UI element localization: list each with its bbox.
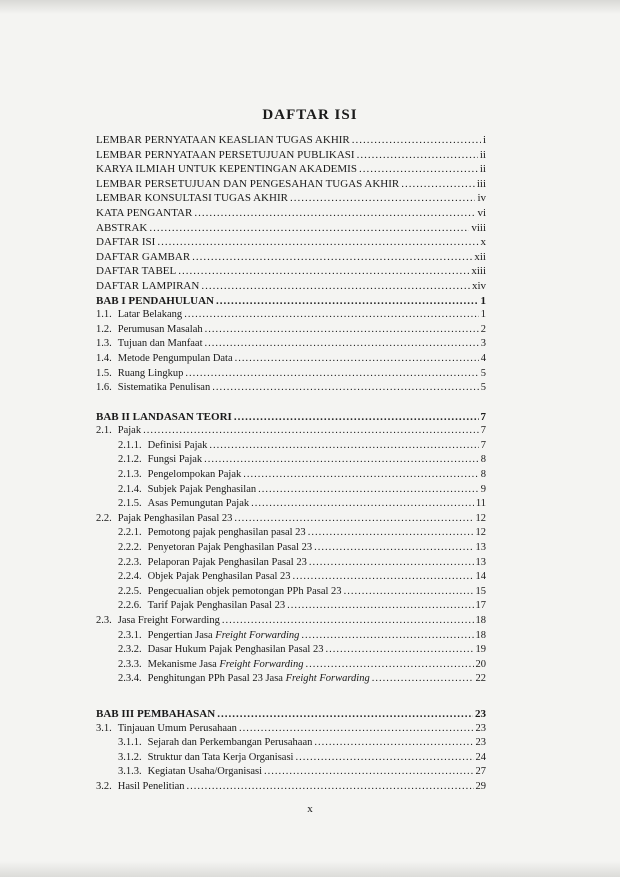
toc-page-number: 7 [480, 425, 486, 437]
toc-entry-text: Metode Pengumpulan Data [117, 352, 233, 364]
toc-page-number: 5 [480, 382, 486, 394]
table-of-contents [96, 133, 486, 795]
toc-entry-text: Pengertian Jasa [147, 629, 216, 641]
toc-entry-text: BAB II LANDASAN TEORI [96, 410, 232, 423]
toc-entry-label [96, 250, 190, 265]
dot-leader [205, 323, 479, 338]
toc-entry-label [96, 381, 210, 396]
toc-entry-text: DAFTAR TABEL [96, 265, 177, 278]
toc-chapter [96, 410, 486, 425]
dot-leader [372, 672, 474, 687]
toc-entry-number: 3.1. [96, 722, 112, 734]
toc-entry [96, 424, 486, 439]
toc-entry-number: 1.5. [96, 367, 112, 379]
dot-leader [308, 526, 474, 541]
toc-entry-text: Hasil Penelitian [117, 780, 185, 792]
dot-leader [258, 483, 479, 498]
toc-entry-label [96, 177, 399, 192]
toc-page-number: 18 [475, 629, 486, 641]
toc-entry [96, 570, 486, 585]
toc-page-number: 22 [475, 673, 486, 685]
toc-entry-text: BAB I PENDAHULUAN [96, 294, 214, 307]
toc-page-number: 17 [475, 600, 486, 612]
toc-entry-number: 1.6. [96, 382, 112, 394]
toc-page-number: i [482, 134, 486, 146]
toc-entry-label [118, 483, 256, 498]
toc-entry-label [118, 453, 202, 468]
toc-entry-number: 2.3.1. [118, 629, 142, 641]
toc-entry-label [118, 585, 342, 600]
toc-entry-text: Objek Pajak Penghasilan Pasal 23 [147, 571, 291, 583]
toc-entry-label [96, 410, 232, 425]
dot-leader [192, 250, 472, 265]
dot-leader [212, 381, 479, 396]
toc-entry [96, 133, 486, 148]
toc-entry [96, 308, 486, 323]
toc-entry-label [118, 658, 303, 673]
dot-leader [401, 177, 475, 192]
toc-entry-label [118, 541, 312, 556]
toc-entry-text: Jasa Freight Forwarding [117, 615, 220, 626]
toc-entry-number: 1.1. [96, 309, 112, 321]
toc-entry-number: 2.3.2. [118, 644, 142, 656]
toc-entry-label [96, 148, 355, 163]
toc-page-number: 13 [475, 556, 486, 568]
page-number: x [307, 803, 313, 815]
dot-leader [352, 133, 481, 148]
toc-entry [96, 468, 486, 483]
toc-entry-label [96, 162, 357, 177]
toc-entry-label [96, 308, 182, 323]
dot-leader [234, 512, 473, 527]
toc-entry [96, 672, 486, 687]
scan-edge-top [0, 0, 620, 14]
toc-entry-number: 2.2. [96, 512, 112, 524]
toc-entry-number: 1.2. [96, 323, 112, 335]
toc-entry-label [118, 468, 241, 483]
dot-leader [239, 722, 474, 737]
toc-entry [96, 381, 486, 396]
toc-entry-text: Pajak Penghasilan Pasal 23 [117, 512, 233, 524]
toc-entry [96, 279, 486, 294]
toc-entry-label [118, 629, 299, 644]
toc-entry-label [118, 672, 370, 687]
toc-entry-label [96, 614, 220, 629]
toc-entry-text: LEMBAR PERNYATAAN KEASLIAN TUGAS AKHIR [96, 134, 350, 146]
toc-entry [96, 541, 486, 556]
toc-page-number: 23 [475, 737, 486, 749]
toc-entry-label [96, 780, 185, 795]
toc-entry-text: Latar Belakang [117, 309, 183, 321]
toc-entry-label [96, 206, 192, 221]
toc-entry-text: Asas Pemungutan Pajak [147, 498, 250, 510]
toc-entry-text: Sistematika Penulisan [117, 382, 211, 394]
toc-entry [96, 191, 486, 206]
toc-entry-number: 2.2.3. [118, 556, 142, 568]
toc-entry-text: KATA PENGANTAR [96, 206, 193, 219]
toc-page-number: 13 [475, 542, 486, 554]
toc-page-number: 18 [475, 615, 486, 626]
toc-entry-number: 3.1.1. [118, 737, 142, 749]
toc-page-number: 23 [475, 722, 486, 734]
dot-leader [204, 453, 479, 468]
toc-page-number: 15 [475, 585, 486, 597]
dot-leader [184, 308, 479, 323]
toc-entry-number: 2.3.4. [118, 673, 142, 685]
toc-entry-number: 1.4. [96, 352, 112, 364]
toc-page-number: 4 [480, 352, 486, 364]
toc-entry-label [118, 765, 262, 780]
toc-entry [96, 512, 486, 527]
toc-entry-label [96, 279, 199, 294]
toc-entry-text: Definisi Pajak [147, 439, 208, 451]
toc-page-number: 12 [475, 512, 486, 524]
toc-entry [96, 780, 486, 795]
toc-entry-number: 2.2.4. [118, 571, 142, 583]
dot-leader [301, 629, 473, 644]
toc-entry [96, 751, 486, 766]
toc-entry-text: Struktur dan Tata Kerja Organisasi [147, 751, 294, 763]
toc-entry-label [96, 424, 141, 439]
toc-entry-label [118, 526, 306, 541]
toc-page-number: 3 [480, 338, 486, 350]
toc-page-number: 23 [475, 707, 486, 720]
dot-leader [216, 294, 479, 309]
toc-page-number: 27 [475, 766, 486, 778]
toc-page-number: 8 [480, 454, 486, 466]
dot-leader [209, 439, 478, 454]
toc-entry-text: LEMBAR PERNYATAAN PERSETUJUAN PUBLIKASI [96, 148, 355, 161]
dot-leader [305, 658, 473, 673]
toc-page-number: vi [477, 206, 486, 219]
dot-leader [293, 570, 474, 585]
toc-entry [96, 453, 486, 468]
toc-entry [96, 526, 486, 541]
toc-entry-label [118, 556, 307, 571]
toc-entry-text: Perumusan Masalah [117, 323, 203, 335]
toc-page-number: xii [474, 250, 486, 263]
toc-entry-number: 3.1.3. [118, 766, 142, 778]
dot-leader [309, 556, 474, 571]
toc-entry-number: 2.1.5. [118, 498, 142, 510]
toc-entry-text: Dasar Hukum Pajak Penghasilan Pasal 23 [147, 644, 324, 656]
dot-leader [264, 765, 473, 780]
toc-entry-label [96, 191, 288, 206]
toc-entry-italic-text: Freight Forwarding [285, 673, 370, 685]
toc-page-number: iii [476, 177, 486, 190]
toc-entry [96, 629, 486, 644]
toc-entry-label [118, 736, 312, 751]
toc-entry [96, 250, 486, 265]
toc-entry-number: 2.1.3. [118, 469, 142, 481]
toc-entry [96, 765, 486, 780]
toc-entry-number: 2.3. [96, 615, 112, 626]
toc-entry-label [96, 722, 237, 737]
toc-entry-number: 3.2. [96, 780, 112, 792]
toc-entry-text: ABSTRAK [96, 221, 148, 234]
toc-entry-text: Tarif Pajak Penghasilan Pasal 23 [147, 600, 286, 612]
toc-entry-text: KARYA ILMIAH UNTUK KEPENTINGAN AKADEMIS [96, 163, 357, 176]
toc-entry [96, 367, 486, 382]
page-title: DAFTAR ISI [262, 107, 358, 123]
toc-page-number: 24 [475, 751, 486, 763]
toc-entry-text: Subjek Pajak Penghasilan [147, 483, 257, 495]
toc-page-number: 20 [475, 658, 486, 670]
toc-page-number: 11 [475, 498, 486, 510]
toc-entry-text: Kegiatan Usaha/Organisasi [147, 766, 263, 778]
toc-entry-text: Pelaporan Pajak Penghasilan Pasal 23 [147, 556, 307, 568]
toc-entry-text: DAFTAR LAMPIRAN [96, 279, 200, 292]
toc-entry-label [118, 570, 291, 585]
dot-leader [185, 367, 478, 382]
toc-entry [96, 337, 486, 352]
toc-page-number: 7 [480, 439, 486, 451]
toc-entry-label [118, 439, 207, 454]
toc-page-number: 8 [480, 469, 486, 481]
toc-page-number: 2 [480, 323, 486, 335]
toc-entry-label [96, 133, 350, 148]
toc-entry-label [96, 352, 233, 367]
toc-entry-label [118, 497, 249, 512]
dot-leader [217, 707, 473, 722]
toc-entry-number: 2.1.2. [118, 454, 142, 466]
toc-page-number: 29 [475, 780, 486, 792]
dot-leader [194, 206, 475, 221]
dot-leader [314, 541, 473, 556]
toc-entry-text: BAB III PEMBAHASAN [96, 707, 216, 720]
toc-entry [96, 148, 486, 163]
toc-entry-text: Tujuan dan Manfaat [117, 338, 203, 350]
toc-entry [96, 483, 486, 498]
toc-entry-text: Tinjauan Umum Perusahaan [117, 722, 237, 734]
dot-leader [287, 599, 473, 614]
toc-entry [96, 658, 486, 673]
toc-page-number: xiii [471, 265, 486, 278]
toc-entry-number: 2.1.1. [118, 439, 142, 451]
dot-leader [344, 585, 474, 600]
toc-entry-label [118, 599, 285, 614]
toc-page-number: viii [471, 221, 486, 234]
dot-leader [295, 751, 473, 766]
toc-entry-label [96, 512, 232, 527]
toc-entry-label [96, 221, 147, 236]
toc-entry [96, 352, 486, 367]
toc-entry-number: 2.3.3. [118, 658, 142, 670]
toc-page-number: 9 [480, 483, 486, 495]
dot-leader [149, 221, 469, 236]
dot-leader [251, 497, 474, 512]
dot-leader [187, 780, 474, 795]
toc-entry-text: Pengecualian objek pemotongan PPh Pasal 23 [147, 585, 342, 597]
toc-page-number: 1 [480, 309, 486, 321]
toc-entry [96, 264, 486, 279]
dot-leader [234, 410, 479, 425]
toc-entry [96, 323, 486, 338]
toc-entry-number: 3.1.2. [118, 751, 142, 763]
toc-entry-label [118, 751, 293, 766]
toc-page-number: xiv [471, 279, 486, 292]
dot-leader [314, 736, 473, 751]
toc-entry [96, 599, 486, 614]
toc-entry-italic-text: Freight Forwarding [215, 629, 300, 641]
dot-leader [325, 643, 473, 658]
toc-entry-number: 2.1.4. [118, 483, 142, 495]
toc-entry [96, 614, 486, 629]
toc-page-number: ii [479, 148, 486, 161]
toc-entry-italic-text: Freight Forwarding [219, 658, 304, 670]
toc-entry-text: Mekanisme Jasa [147, 658, 220, 670]
dot-leader [205, 337, 479, 352]
dot-leader [157, 235, 478, 250]
toc-page-number: iv [477, 192, 486, 205]
dot-leader [290, 191, 475, 206]
toc-entry-label [96, 323, 203, 338]
toc-entry-number: 2.2.5. [118, 585, 142, 597]
toc-page-number: 12 [475, 527, 486, 539]
dot-leader [235, 352, 479, 367]
dot-leader [243, 468, 479, 483]
toc-entry-number: 2.2.1. [118, 527, 142, 539]
toc-entry-text: Pajak [117, 425, 142, 437]
toc-entry-text: Penghitungan PPh Pasal 23 Jasa [147, 673, 286, 685]
toc-entry-label [96, 337, 203, 352]
dot-leader [359, 162, 478, 177]
toc-entry-text: DAFTAR ISI [96, 236, 156, 249]
toc-page-number: 1 [480, 294, 486, 307]
toc-chapter [96, 294, 486, 309]
toc-entry [96, 221, 486, 236]
toc-page-number: 7 [480, 410, 486, 423]
toc-chapter [96, 707, 486, 722]
toc-page-number: x [480, 236, 486, 249]
toc-entry-text: Penyetoran Pajak Penghasilan Pasal 23 [147, 542, 313, 554]
toc-entry-text: DAFTAR GAMBAR [96, 250, 191, 263]
toc-entry-label [96, 707, 215, 722]
toc-entry-label [96, 294, 214, 309]
toc-entry [96, 177, 486, 192]
toc-entry [96, 235, 486, 250]
dot-leader [201, 279, 470, 294]
toc-page-number: ii [479, 163, 486, 176]
toc-page-number: 5 [480, 367, 486, 379]
toc-entry-number: 2.2.6. [118, 600, 142, 612]
toc-entry-text: LEMBAR KONSULTASI TUGAS AKHIR [96, 192, 288, 205]
toc-entry [96, 162, 486, 177]
toc-entry-number: 1.3. [96, 338, 112, 350]
toc-entry-text: Pengelompokan Pajak [147, 469, 242, 481]
toc-entry [96, 585, 486, 600]
toc-entry [96, 722, 486, 737]
toc-entry [96, 497, 486, 512]
toc-entry-text: Sejarah dan Perkembangan Perusahaan [147, 737, 313, 749]
toc-entry [96, 439, 486, 454]
dot-leader [178, 264, 469, 279]
toc-entry [96, 736, 486, 751]
toc-entry [96, 556, 486, 571]
scan-edge-bottom [0, 861, 620, 877]
toc-entry-number: 2.1. [96, 425, 112, 437]
dot-leader [357, 148, 478, 163]
toc-page-number: 14 [475, 571, 486, 583]
toc-entry [96, 643, 486, 658]
toc-entry [96, 206, 486, 221]
toc-entry-text: LEMBAR PERSETUJUAN DAN PENGESAHAN TUGAS AKHIR [96, 177, 400, 190]
toc-entry-label [118, 643, 323, 658]
toc-entry-text: Fungsi Pajak [147, 454, 203, 466]
dot-leader [143, 424, 479, 439]
toc-entry-number: 2.2.2. [118, 542, 142, 554]
toc-entry-label [96, 367, 183, 382]
toc-entry-label [96, 264, 176, 279]
toc-entry-text: Pemotong pajak penghasilan pasal 23 [147, 527, 306, 539]
toc-page-number: 19 [475, 644, 486, 656]
toc-entry-label [96, 235, 155, 250]
toc-entry-text: Ruang Lingkup [117, 367, 184, 379]
dot-leader [222, 614, 474, 629]
